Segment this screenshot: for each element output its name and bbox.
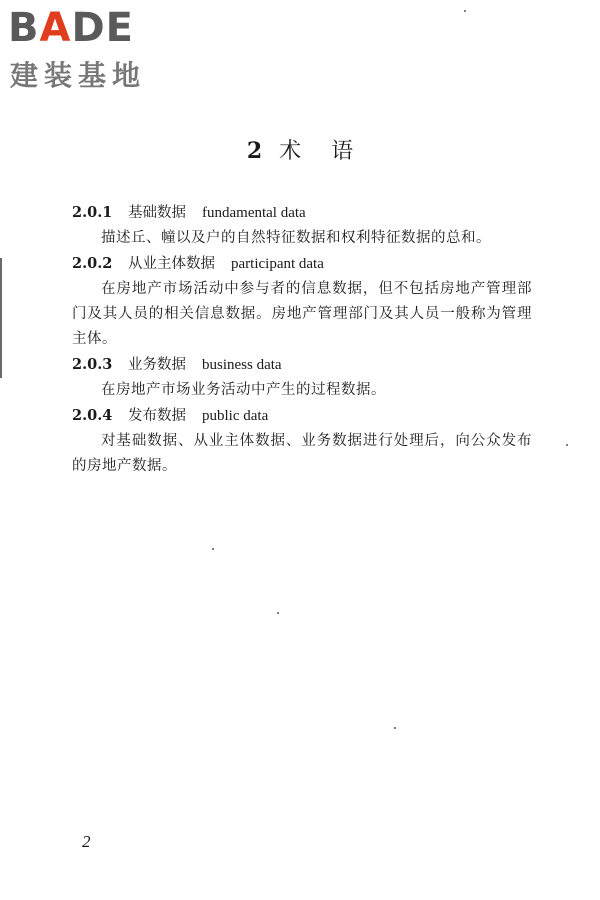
term-heading	[72, 200, 532, 226]
term-name: 从业主体数据	[128, 256, 215, 272]
term-definition: 在房地产市场活动中参与者的信息数据，但不包括房地产管理部门及其人员的相关信息数据。房地产管理部门及其人员一般称为管理主体。	[72, 281, 532, 347]
term-heading	[72, 403, 532, 429]
term-number: 2.0.1	[72, 204, 113, 221]
term-entry	[72, 251, 532, 352]
term-definition: 对基础数据、从业主体数据、业务数据进行处理后，向公众发布的房地产数据。	[72, 433, 532, 474]
term-english: fundamental data	[202, 205, 306, 221]
scan-speck	[277, 612, 279, 614]
term-heading	[72, 352, 532, 378]
logo-wordmark: BADE	[8, 5, 134, 51]
terms-list	[72, 200, 532, 479]
term-entry	[72, 403, 532, 479]
chapter-number: 2	[246, 138, 263, 164]
bade-logo	[8, 6, 178, 96]
term-name: 基础数据	[128, 205, 186, 221]
term-heading	[72, 251, 532, 277]
term-name: 发布数据	[128, 408, 186, 424]
term-definition: 描述丘、幢以及户的自然特征数据和权利特征数据的总和。	[101, 230, 491, 246]
scan-speck	[464, 10, 466, 12]
scan-edge-mark	[0, 258, 2, 378]
term-entry	[72, 352, 532, 403]
scan-speck	[212, 548, 214, 550]
page-number: 2	[82, 832, 91, 851]
term-english: business data	[202, 357, 282, 373]
term-entry	[72, 200, 532, 251]
term-number: 2.0.3	[72, 356, 113, 373]
scan-speck	[566, 444, 568, 446]
term-english: public data	[202, 408, 269, 424]
logo-subtitle: 建装基地	[10, 59, 147, 92]
term-name: 业务数据	[128, 357, 186, 373]
term-number: 2.0.4	[72, 407, 113, 424]
scan-speck	[394, 727, 396, 729]
term-number: 2.0.2	[72, 255, 113, 272]
term-definition: 在房地产市场业务活动中产生的过程数据。	[101, 382, 386, 398]
term-english: participant data	[231, 256, 324, 272]
chapter-title: 术语	[279, 139, 384, 164]
chapter-heading	[0, 136, 600, 167]
